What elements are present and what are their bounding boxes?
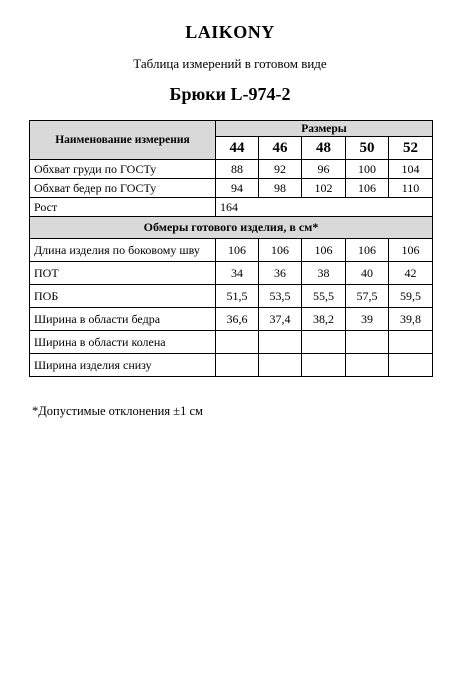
table-row	[30, 285, 433, 308]
cell-value: 40	[346, 262, 389, 285]
height-value: 164	[216, 198, 433, 217]
row-label: ПОТ	[30, 262, 216, 285]
cell-value: 102	[302, 179, 346, 198]
cell-value	[216, 331, 259, 354]
cell-value: 100	[346, 160, 389, 179]
cell-value: 34	[216, 262, 259, 285]
section-header: Обмеры готового изделия, в см*	[30, 217, 433, 239]
cell-value: 37,4	[259, 308, 302, 331]
cell-value: 38	[302, 262, 346, 285]
table-row	[30, 160, 433, 179]
measurement-name-header: Наименование измерения	[30, 121, 216, 160]
table-row	[30, 179, 433, 198]
table-row	[30, 331, 433, 354]
row-label: Ширина изделия снизу	[30, 354, 216, 377]
cell-value: 106	[346, 179, 389, 198]
row-label: Рост	[30, 198, 216, 217]
table-row	[30, 262, 433, 285]
cell-value	[389, 354, 433, 377]
cell-value	[259, 331, 302, 354]
cell-value: 42	[389, 262, 433, 285]
size-header-cell: 46	[259, 137, 302, 160]
cell-value: 106	[346, 239, 389, 262]
cell-value: 106	[302, 239, 346, 262]
cell-value: 39	[346, 308, 389, 331]
cell-value: 88	[216, 160, 259, 179]
cell-value: 36,6	[216, 308, 259, 331]
cell-value: 94	[216, 179, 259, 198]
cell-value	[259, 354, 302, 377]
size-header-cell: 50	[346, 137, 389, 160]
footnote: *Допустимые отклонения ±1 см	[32, 404, 203, 418]
cell-value: 106	[259, 239, 302, 262]
cell-value: 106	[389, 239, 433, 262]
table-row	[30, 354, 433, 377]
cell-value	[216, 354, 259, 377]
cell-value: 59,5	[389, 285, 433, 308]
cell-value: 96	[302, 160, 346, 179]
cell-value	[302, 331, 346, 354]
cell-value: 110	[389, 179, 433, 198]
cell-value: 98	[259, 179, 302, 198]
table-row	[30, 308, 433, 331]
row-label: Длина изделия по боковому шву	[30, 239, 216, 262]
cell-value: 57,5	[346, 285, 389, 308]
cell-value: 55,5	[302, 285, 346, 308]
size-header-cell: 48	[302, 137, 346, 160]
cell-value: 53,5	[259, 285, 302, 308]
cell-value: 104	[389, 160, 433, 179]
cell-value: 36	[259, 262, 302, 285]
cell-value: 39,8	[389, 308, 433, 331]
size-table	[29, 120, 433, 377]
cell-value: 51,5	[216, 285, 259, 308]
cell-value	[346, 354, 389, 377]
sizes-header: Размеры	[216, 121, 433, 137]
row-label: Обхват груди по ГОСТу	[30, 160, 216, 179]
product-title: Брюки L-974-2	[169, 84, 291, 104]
row-label: ПОБ	[30, 285, 216, 308]
cell-value	[346, 331, 389, 354]
row-label: Ширина в области бедра	[30, 308, 216, 331]
cell-value	[389, 331, 433, 354]
cell-value: 106	[216, 239, 259, 262]
row-label: Обхват бедер по ГОСТу	[30, 179, 216, 198]
cell-value	[302, 354, 346, 377]
table-row	[30, 239, 433, 262]
brand-title: LAIKONY	[185, 22, 275, 42]
size-header-cell: 44	[216, 137, 259, 160]
cell-value: 38,2	[302, 308, 346, 331]
document-subtitle: Таблица измерений в готовом виде	[133, 56, 327, 71]
cell-value: 92	[259, 160, 302, 179]
size-header-cell: 52	[389, 137, 433, 160]
table-row	[30, 198, 433, 217]
row-label: Ширина в области колена	[30, 331, 216, 354]
